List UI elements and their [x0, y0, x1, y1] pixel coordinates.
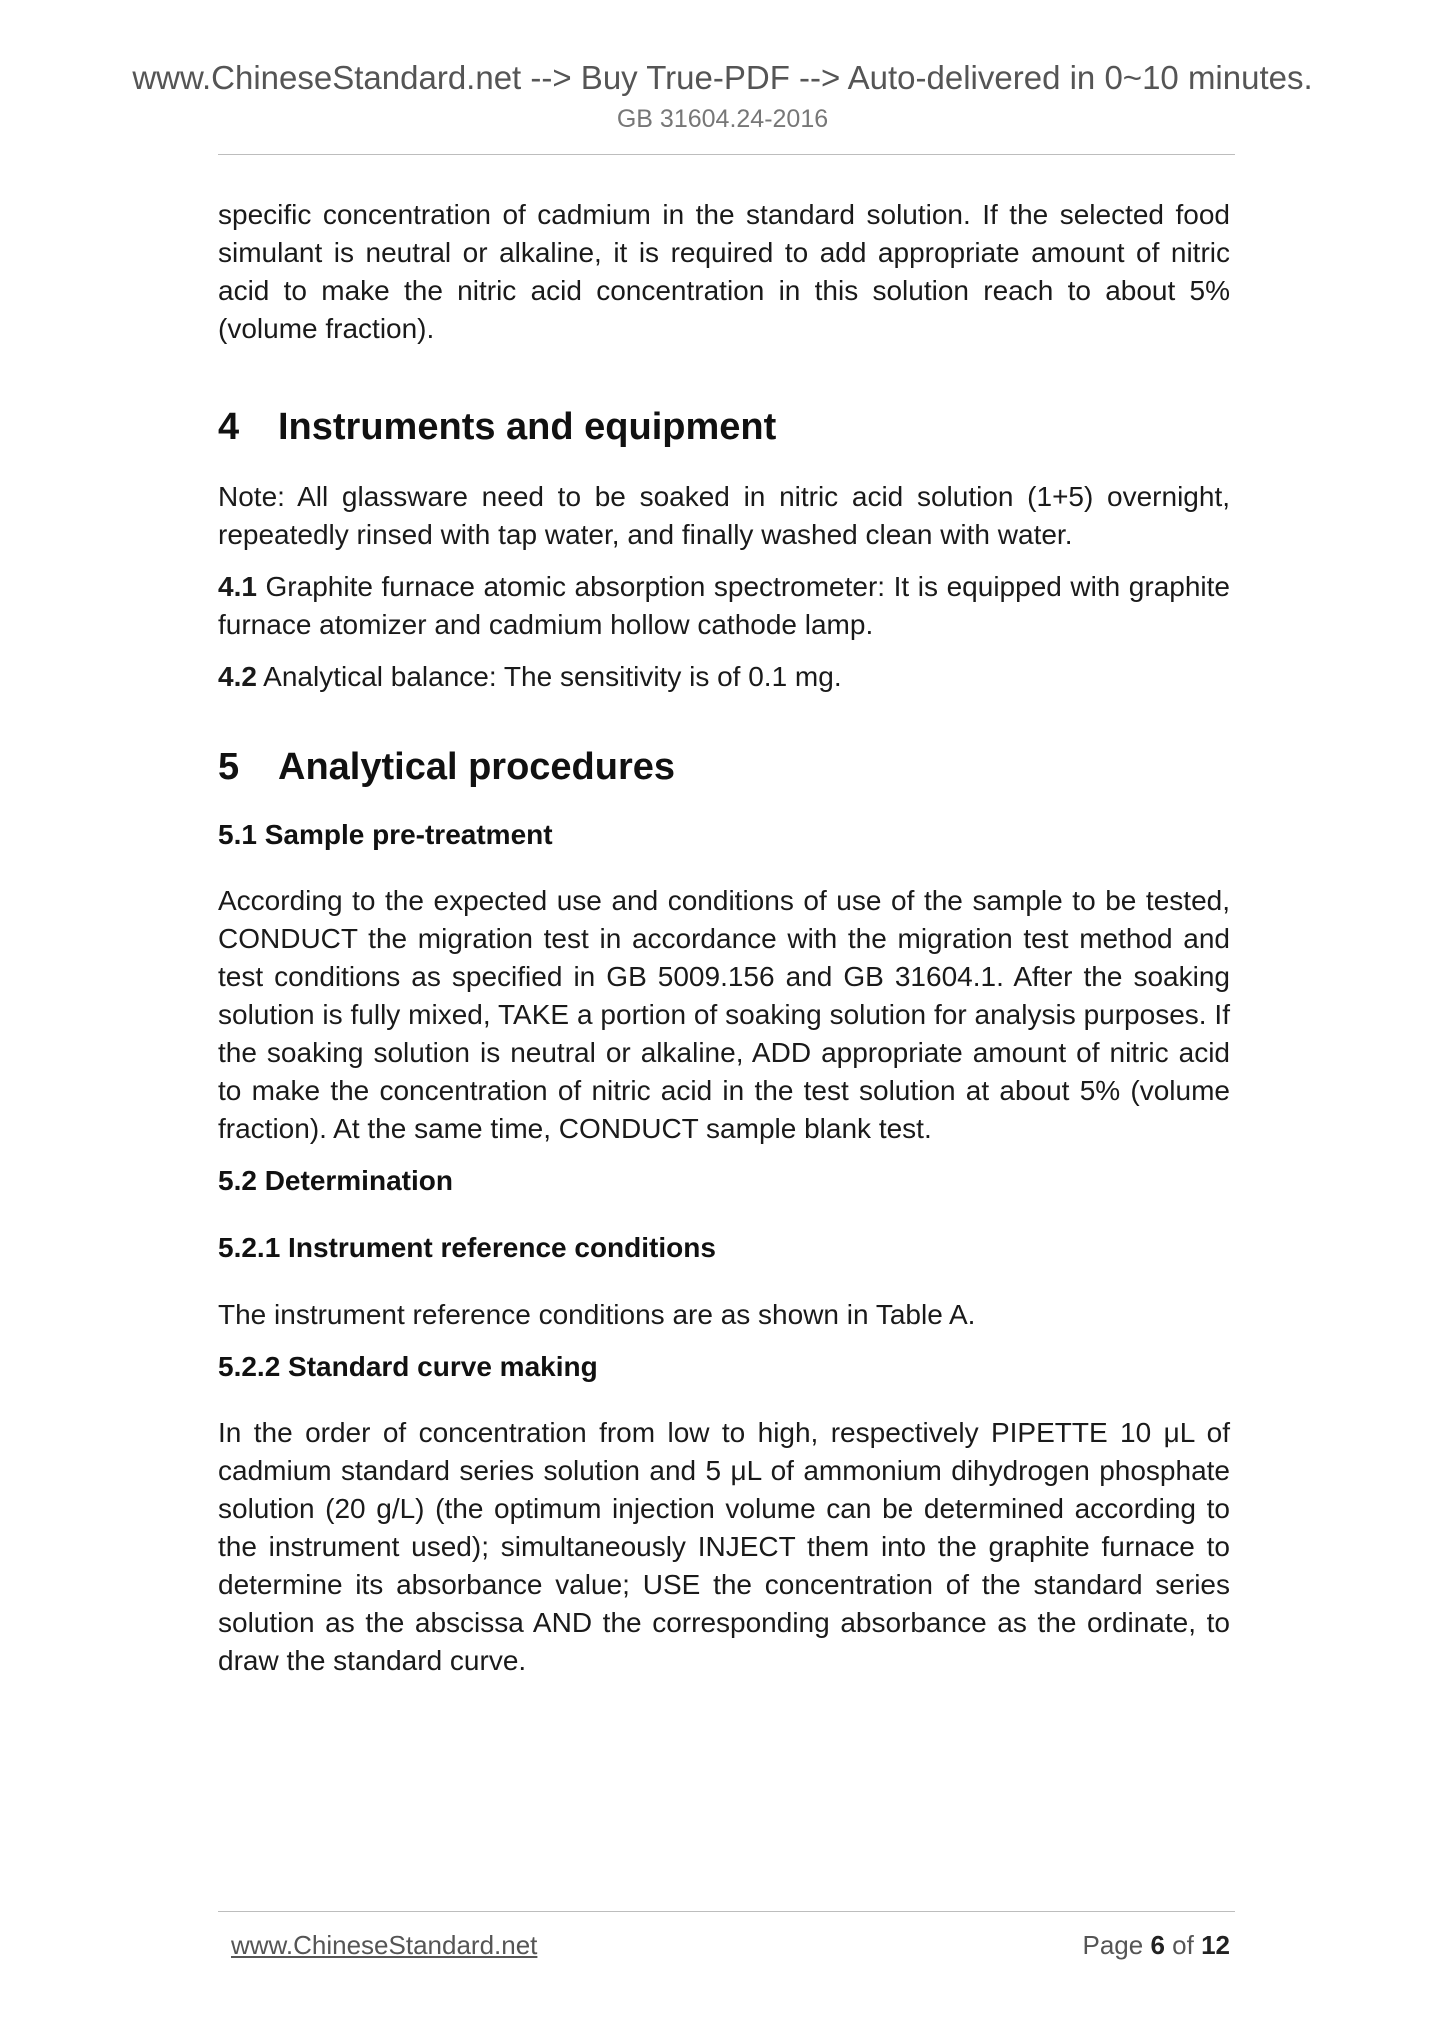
footer-site-link[interactable]: www.ChineseStandard.net — [231, 1930, 538, 1960]
item-4-1-number: 4.1 — [218, 571, 257, 602]
item-4-2 — [218, 658, 1230, 696]
item-4-1-text: Graphite furnace atomic absorption spectrometer: It is equipped with graphite furnace atomizer and cadmium hollow cathode lamp. — [218, 571, 1230, 640]
page-current: 6 — [1150, 1930, 1165, 1960]
intro-paragraph: specific concentration of cadmium in the standard solution. If the selected food simulant is neutral or alkaline, it is required to add appropriate amount of nitric acid to make the nitric acid concentration in this solution reach to about 5% (volume fraction). — [218, 199, 1230, 344]
section-4-title: Instruments and equipment — [278, 406, 777, 448]
section-5-1-text: According to the expected use and conditions of use of the sample to be tested, CONDUCT the migration test in accordance with the migration test method and test conditions as specified in GB 5009.156 and GB 31604.1. After the soaking solution is fully mixed, TAKE a portion of soaking solution for analysis purposes. If the soaking solution is neutral or alkaline, ADD appropriate amount of nitric acid to make the concentration of nitric acid in the test solution at about 5% (volume fraction). At the same time, CONDUCT sample blank test. — [218, 885, 1230, 1144]
section-5-2-1-heading: 5.2.1 Instrument reference conditions — [218, 1232, 716, 1263]
section-5-number: 5 — [218, 746, 240, 788]
section-5-2-2-text: In the order of concentration from low to high, respectively PIPETTE 10 μL of cadmium standard series solution and 5 μL of ammonium dihydrogen phosphate solution (20 g/L) (the optimum injection volume can be determined according to the instrument used); simultaneously INJECT them into the graphite furnace to determine its absorbance value; USE the concentration of the standard series solution as the abscissa AND the corresponding absorbance as the ordinate, to draw the standard curve. — [218, 1417, 1230, 1676]
section-4-number: 4 — [218, 406, 240, 448]
section-5-heading — [218, 744, 1230, 790]
section-4-note: Note: All glassware need to be soaked in nitric acid solution (1+5) overnight, repeatedly rinsed with tap water, and finally washed clean with water. — [218, 481, 1230, 550]
standard-code: GB 31604.24-2016 — [616, 105, 829, 133]
page-total: 12 — [1201, 1930, 1230, 1960]
site-banner: www.ChineseStandard.net --> Buy True-PDF --> Auto-delivered in 0~10 minutes. — [132, 59, 1313, 96]
page-number — [1082, 1929, 1230, 1961]
page-of: of — [1172, 1930, 1194, 1960]
item-4-2-number: 4.2 — [218, 661, 257, 692]
section-5-title: Analytical procedures — [278, 746, 676, 788]
section-5-2-heading: 5.2 Determination — [218, 1165, 453, 1196]
section-4-heading — [218, 404, 1230, 450]
item-4-1 — [218, 568, 1230, 644]
footer-divider — [218, 1911, 1235, 1912]
page-content — [218, 196, 1230, 1680]
section-5-2-1-text: The instrument reference conditions are as shown in Table A. — [218, 1299, 976, 1330]
header-divider — [218, 154, 1235, 155]
section-5-1-heading: 5.1 Sample pre-treatment — [218, 819, 553, 850]
page-label: Page — [1082, 1930, 1144, 1960]
section-5-2-2-heading: 5.2.2 Standard curve making — [218, 1351, 598, 1382]
item-4-2-text: Analytical balance: The sensitivity is of 0.1 mg. — [256, 661, 842, 692]
